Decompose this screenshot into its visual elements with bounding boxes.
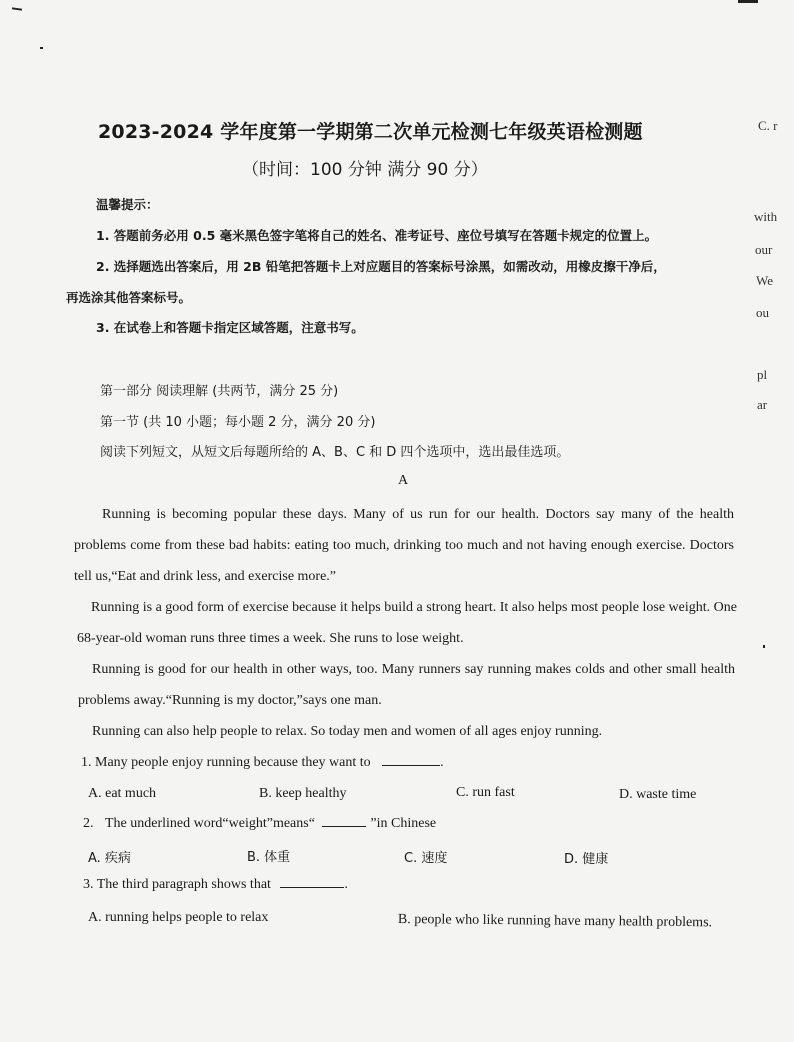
- margin-bleed-text: C. r: [758, 118, 778, 133]
- answer-blank: [322, 825, 366, 827]
- q2-option-a: A. 疾病: [88, 851, 131, 866]
- margin-bleed-text: ou: [756, 305, 769, 320]
- q3-option-b: B. people who like running have many health problems.: [397, 912, 713, 931]
- scan-mark: [763, 645, 765, 648]
- part-heading: 第一部分 阅读理解 (共两节，满分 25 分): [100, 384, 339, 399]
- q2-option-b: B. 体重: [247, 850, 291, 865]
- passage-paragraph-4: Running can also help people to relax. So today men and women of all ages enjoy running.: [92, 724, 603, 739]
- scan-mark: [738, 0, 758, 3]
- tip-item: 3. 在试卷上和答题卡指定区域答题，注意书写。: [96, 320, 364, 335]
- question-2-stem-end: ”in Chinese: [370, 816, 437, 831]
- q3-option-a: A. running helps people to relax: [88, 910, 269, 925]
- q2-option-d: D. 健康: [564, 852, 609, 867]
- passage-paragraph-2: Running is a good form of exercise because it helps build a strong heart. It also helps most people lose weight. One 68-year-old woman runs three times a week. She runs to lose weight.: [77, 600, 737, 646]
- question-2-number: 2.: [83, 816, 94, 831]
- question-3-end: .: [344, 877, 348, 892]
- margin-bleed-text: ar: [757, 397, 768, 412]
- passage-paragraph-3: Running is good for our health in other ways, too. Many runners say running makes colds and other small health problems away.“Running is my doctor,”says one man.: [78, 662, 735, 708]
- instructions: 阅读下列短文，从短文后每题所给的 A、B、C 和 D 四个选项中，选出最佳选项。: [100, 445, 570, 460]
- margin-bleed-text: with: [754, 209, 778, 224]
- page-title: 2023-2024 学年度第一学期第二次单元检测七年级英语检测题: [98, 121, 643, 143]
- question-1-end: .: [440, 755, 444, 770]
- question-2: [83, 816, 436, 832]
- q2-option-c: C. 速度: [404, 851, 448, 866]
- scan-mark: [40, 47, 43, 49]
- question-1: [81, 755, 444, 771]
- question-2-stem: The underlined word“weight”means“: [105, 816, 315, 831]
- answer-blank: [280, 886, 344, 888]
- q1-option-d: D. waste time: [619, 787, 697, 802]
- passage-label: A: [398, 473, 409, 488]
- section-heading: 第一节 (共 10 小题；每小题 2 分，满分 20 分): [100, 415, 376, 430]
- margin-bleed-text: pl: [757, 367, 768, 382]
- margin-bleed-text: our: [755, 242, 773, 257]
- q1-option-c: C. run fast: [456, 785, 515, 800]
- q1-option-b: B. keep healthy: [259, 786, 347, 801]
- exam-time-score: （时间：100 分钟 满分 90 分）: [242, 160, 488, 180]
- tip-item: 1. 答题前务必用 0.5 毫米黑色签字笔将自己的姓名、准考证号、座位号填写在答题卡规定的位置上。: [96, 228, 658, 243]
- question-3: [83, 877, 348, 893]
- answer-blank: [382, 764, 440, 766]
- question-3-stem: 3. The third paragraph shows that: [83, 877, 271, 892]
- margin-bleed-text: We: [756, 273, 773, 288]
- tips-heading: 温馨提示：: [96, 197, 159, 212]
- q1-option-a: A. eat much: [88, 786, 157, 801]
- tip-item: 再选涂其他答案标号。: [66, 290, 192, 305]
- question-1-stem: 1. Many people enjoy running because they want to: [81, 755, 371, 770]
- scan-mark: [12, 7, 22, 10]
- tip-item: 2. 选择题选出答案后，用 2B 铅笔把答题卡上对应题目的答案标号涂黑，如需改动，用橡皮擦干净后，: [96, 259, 666, 274]
- passage-paragraph-1: Running is becoming popular these days. Many of us run for our health. Doctors say many of the health problems come from these bad habits: eating too much, drinking too much and not having enough exercise. Doctors tell us,“Eat and drink less, and exercise more.”: [74, 507, 734, 584]
